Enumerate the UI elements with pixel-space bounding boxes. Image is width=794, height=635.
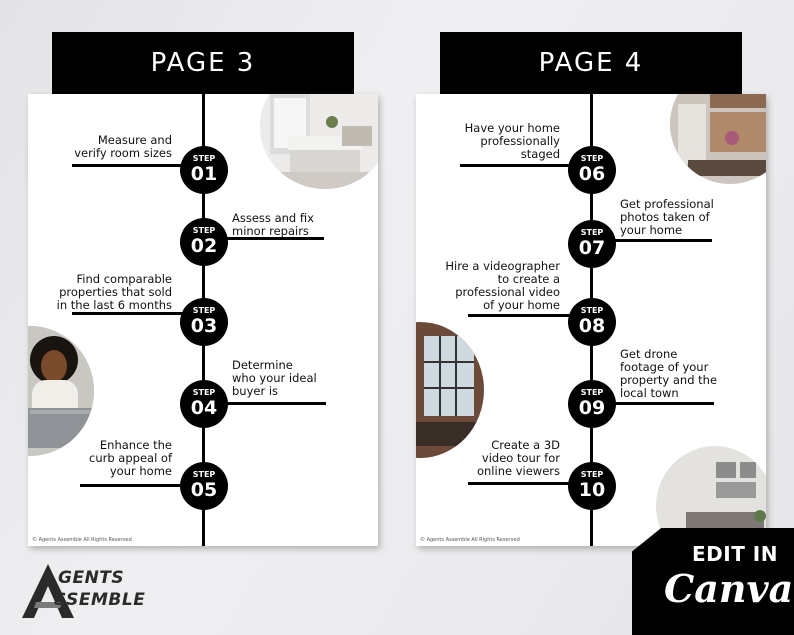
step-06-text: Have your home professionally staged — [464, 121, 560, 161]
step-04-badge — [180, 380, 228, 428]
step-04-text: Determine who your ideal buyer is — [232, 358, 317, 398]
step-07-text: Get professional photos taken of your home — [620, 197, 714, 237]
canva-wordmark: Canva — [664, 566, 794, 611]
step-05-text: Enhance the curb appeal of your home — [89, 438, 172, 478]
step-label: STEP — [192, 388, 216, 397]
step-label: STEP — [192, 470, 216, 479]
step-03-text: Find comparable properties that sold in the last 6 months — [56, 272, 172, 312]
step-label: STEP — [580, 228, 604, 237]
step-number: 02 — [190, 235, 218, 257]
page-3-title: PAGE 3 — [150, 48, 256, 78]
step-label: STEP — [192, 154, 216, 163]
step-number: 07 — [578, 237, 606, 259]
copyright-note: © Agents Assemble All Rights Reserved — [32, 537, 132, 543]
step-number: 05 — [190, 479, 218, 501]
edit-in-label: EDIT IN — [692, 542, 778, 566]
step-label: STEP — [580, 154, 604, 163]
step-09-text: Get drone footage of your property and the local town — [620, 347, 718, 400]
page-4-title: PAGE 4 — [538, 48, 644, 78]
page-4-header — [440, 32, 742, 94]
step-03-badge — [180, 298, 228, 346]
agents-assemble-logo — [18, 562, 158, 620]
step-05-badge — [180, 462, 228, 510]
step-label: STEP — [192, 226, 216, 235]
step-label: STEP — [580, 388, 604, 397]
page-3-sheet — [28, 94, 378, 546]
step-02-badge — [180, 218, 228, 266]
woman-laptop-photo — [28, 326, 94, 456]
step-10-badge — [568, 462, 616, 510]
staged-room-photo — [670, 94, 766, 184]
step-number: 01 — [190, 163, 218, 185]
step-10-text: Create a 3D video tour for online viewers — [476, 438, 560, 478]
step-number: 03 — [190, 315, 218, 337]
step-number: 04 — [190, 397, 218, 419]
bedroom-photo — [260, 94, 378, 189]
step-label: STEP — [580, 306, 604, 315]
copyright-note: © Agents Assemble All Rights Reserved — [420, 537, 520, 543]
step-01-text: Measure and verify room sizes — [74, 133, 172, 160]
loft-window-photo — [416, 322, 484, 458]
step-number: 06 — [578, 163, 606, 185]
step-01-badge — [180, 146, 228, 194]
step-number: 09 — [578, 397, 606, 419]
step-07-badge — [568, 220, 616, 268]
brand-line-2: SSEMBLE — [54, 590, 146, 610]
step-number: 08 — [578, 315, 606, 337]
step-08-text: Hire a videographer to create a professional video of your home — [445, 259, 560, 312]
step-02-text: Assess and fix minor repairs — [232, 211, 314, 238]
step-08-badge — [568, 298, 616, 346]
step-number: 10 — [578, 479, 606, 501]
page-3-header — [52, 32, 354, 94]
brand-line-1: GENTS — [58, 568, 125, 588]
step-label: STEP — [192, 306, 216, 315]
page-4-sheet — [416, 94, 766, 546]
step-06-badge — [568, 146, 616, 194]
step-09-badge — [568, 380, 616, 428]
step-label: STEP — [580, 470, 604, 479]
